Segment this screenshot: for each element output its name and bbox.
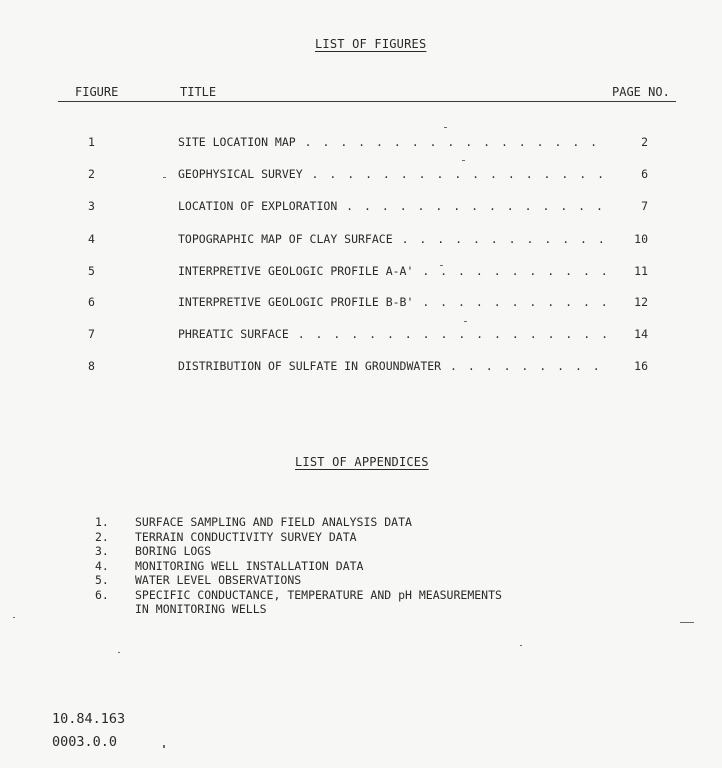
figures-heading: LIST OF FIGURES	[315, 37, 427, 51]
figure-page: 10	[634, 232, 648, 246]
scan-speck	[462, 160, 465, 161]
page-column-header: PAGE NO.	[612, 85, 670, 99]
appendix-title: MONITORING WELL INSTALLATION DATA	[135, 558, 364, 573]
appendix-item	[95, 588, 502, 617]
appendix-item	[95, 559, 502, 574]
figure-title: TOPOGRAPHIC MAP OF CLAY SURFACE . . .	[178, 232, 608, 246]
figure-column-header: FIGURE	[75, 85, 119, 99]
scan-speck	[440, 265, 443, 266]
header-rule	[58, 101, 676, 102]
figure-title: GEOPHYSICAL SURVEY . . .	[178, 167, 608, 181]
figure-number: 8	[88, 359, 95, 373]
figure-number: 7	[88, 327, 95, 341]
scan-speck	[13, 617, 15, 618]
figure-number: 2	[88, 167, 95, 181]
figure-row	[0, 327, 722, 343]
figure-title: INTERPRETIVE GEOLOGIC PROFILE B-B' . . .	[178, 295, 608, 309]
scan-speck	[520, 645, 522, 646]
appendix-title: BORING LOGS	[135, 544, 212, 558]
appendix-item	[95, 544, 502, 559]
figure-row	[0, 199, 722, 215]
figure-title: PHREATIC SURFACE . . .	[178, 327, 608, 341]
figure-page: 6	[641, 167, 648, 181]
figure-title: DISTRIBUTION OF SULFATE IN GROUNDWATER . . .	[178, 359, 608, 373]
figure-page: 11	[634, 264, 648, 278]
scan-speck	[118, 652, 120, 653]
figure-number: 3	[88, 199, 95, 213]
figure-row	[0, 167, 722, 183]
figure-number: 1	[88, 135, 95, 149]
appendices-heading: LIST OF APPENDICES	[295, 455, 429, 469]
figure-row	[0, 264, 722, 280]
document-code: 10.84.163	[52, 711, 126, 727]
figure-page: 16	[634, 359, 648, 373]
figure-page: 14	[634, 327, 648, 341]
figure-page: 2	[641, 135, 648, 149]
appendix-title: WATER LEVEL OBSERVATIONS	[135, 573, 302, 587]
appendix-list	[95, 515, 502, 617]
appendix-number: 1.	[95, 515, 109, 529]
figure-row	[0, 135, 722, 151]
appendix-number: 2.	[95, 529, 109, 544]
document-revision: 0003.0.0	[52, 734, 118, 750]
scan-speck	[163, 177, 166, 178]
figure-title: LOCATION OF EXPLORATION . . .	[178, 199, 608, 213]
scan-speck	[163, 745, 165, 748]
appendix-number: 6.	[95, 587, 109, 602]
figure-row	[0, 359, 722, 375]
figure-row	[0, 232, 722, 248]
figure-page: 7	[641, 199, 648, 213]
scan-speck	[680, 622, 694, 623]
figure-title: INTERPRETIVE GEOLOGIC PROFILE A-A' . . .	[178, 264, 608, 278]
figure-title: SITE LOCATION MAP . . .	[178, 135, 608, 149]
figure-number: 4	[88, 232, 95, 246]
appendix-title: SURFACE SAMPLING AND FIELD ANALYSIS DATA	[135, 515, 412, 529]
appendix-title: TERRAIN CONDUCTIVITY SURVEY DATA	[135, 529, 357, 544]
appendix-item	[95, 530, 502, 545]
appendix-item	[95, 515, 502, 530]
figure-row	[0, 295, 722, 311]
appendix-number: 4.	[95, 558, 109, 573]
appendix-title: SPECIFIC CONDUCTANCE, TEMPERATURE AND pH MEASUREMENTS IN MONITORING WELLS	[135, 587, 502, 616]
appendix-number: 5.	[95, 573, 109, 587]
figure-number: 6	[88, 295, 95, 309]
figure-page: 12	[634, 295, 648, 309]
scan-speck	[444, 127, 447, 128]
scan-speck	[464, 321, 467, 322]
title-column-header: TITLE	[180, 85, 217, 99]
figure-number: 5	[88, 264, 95, 278]
appendix-item	[95, 573, 502, 588]
appendix-number: 3.	[95, 544, 109, 558]
